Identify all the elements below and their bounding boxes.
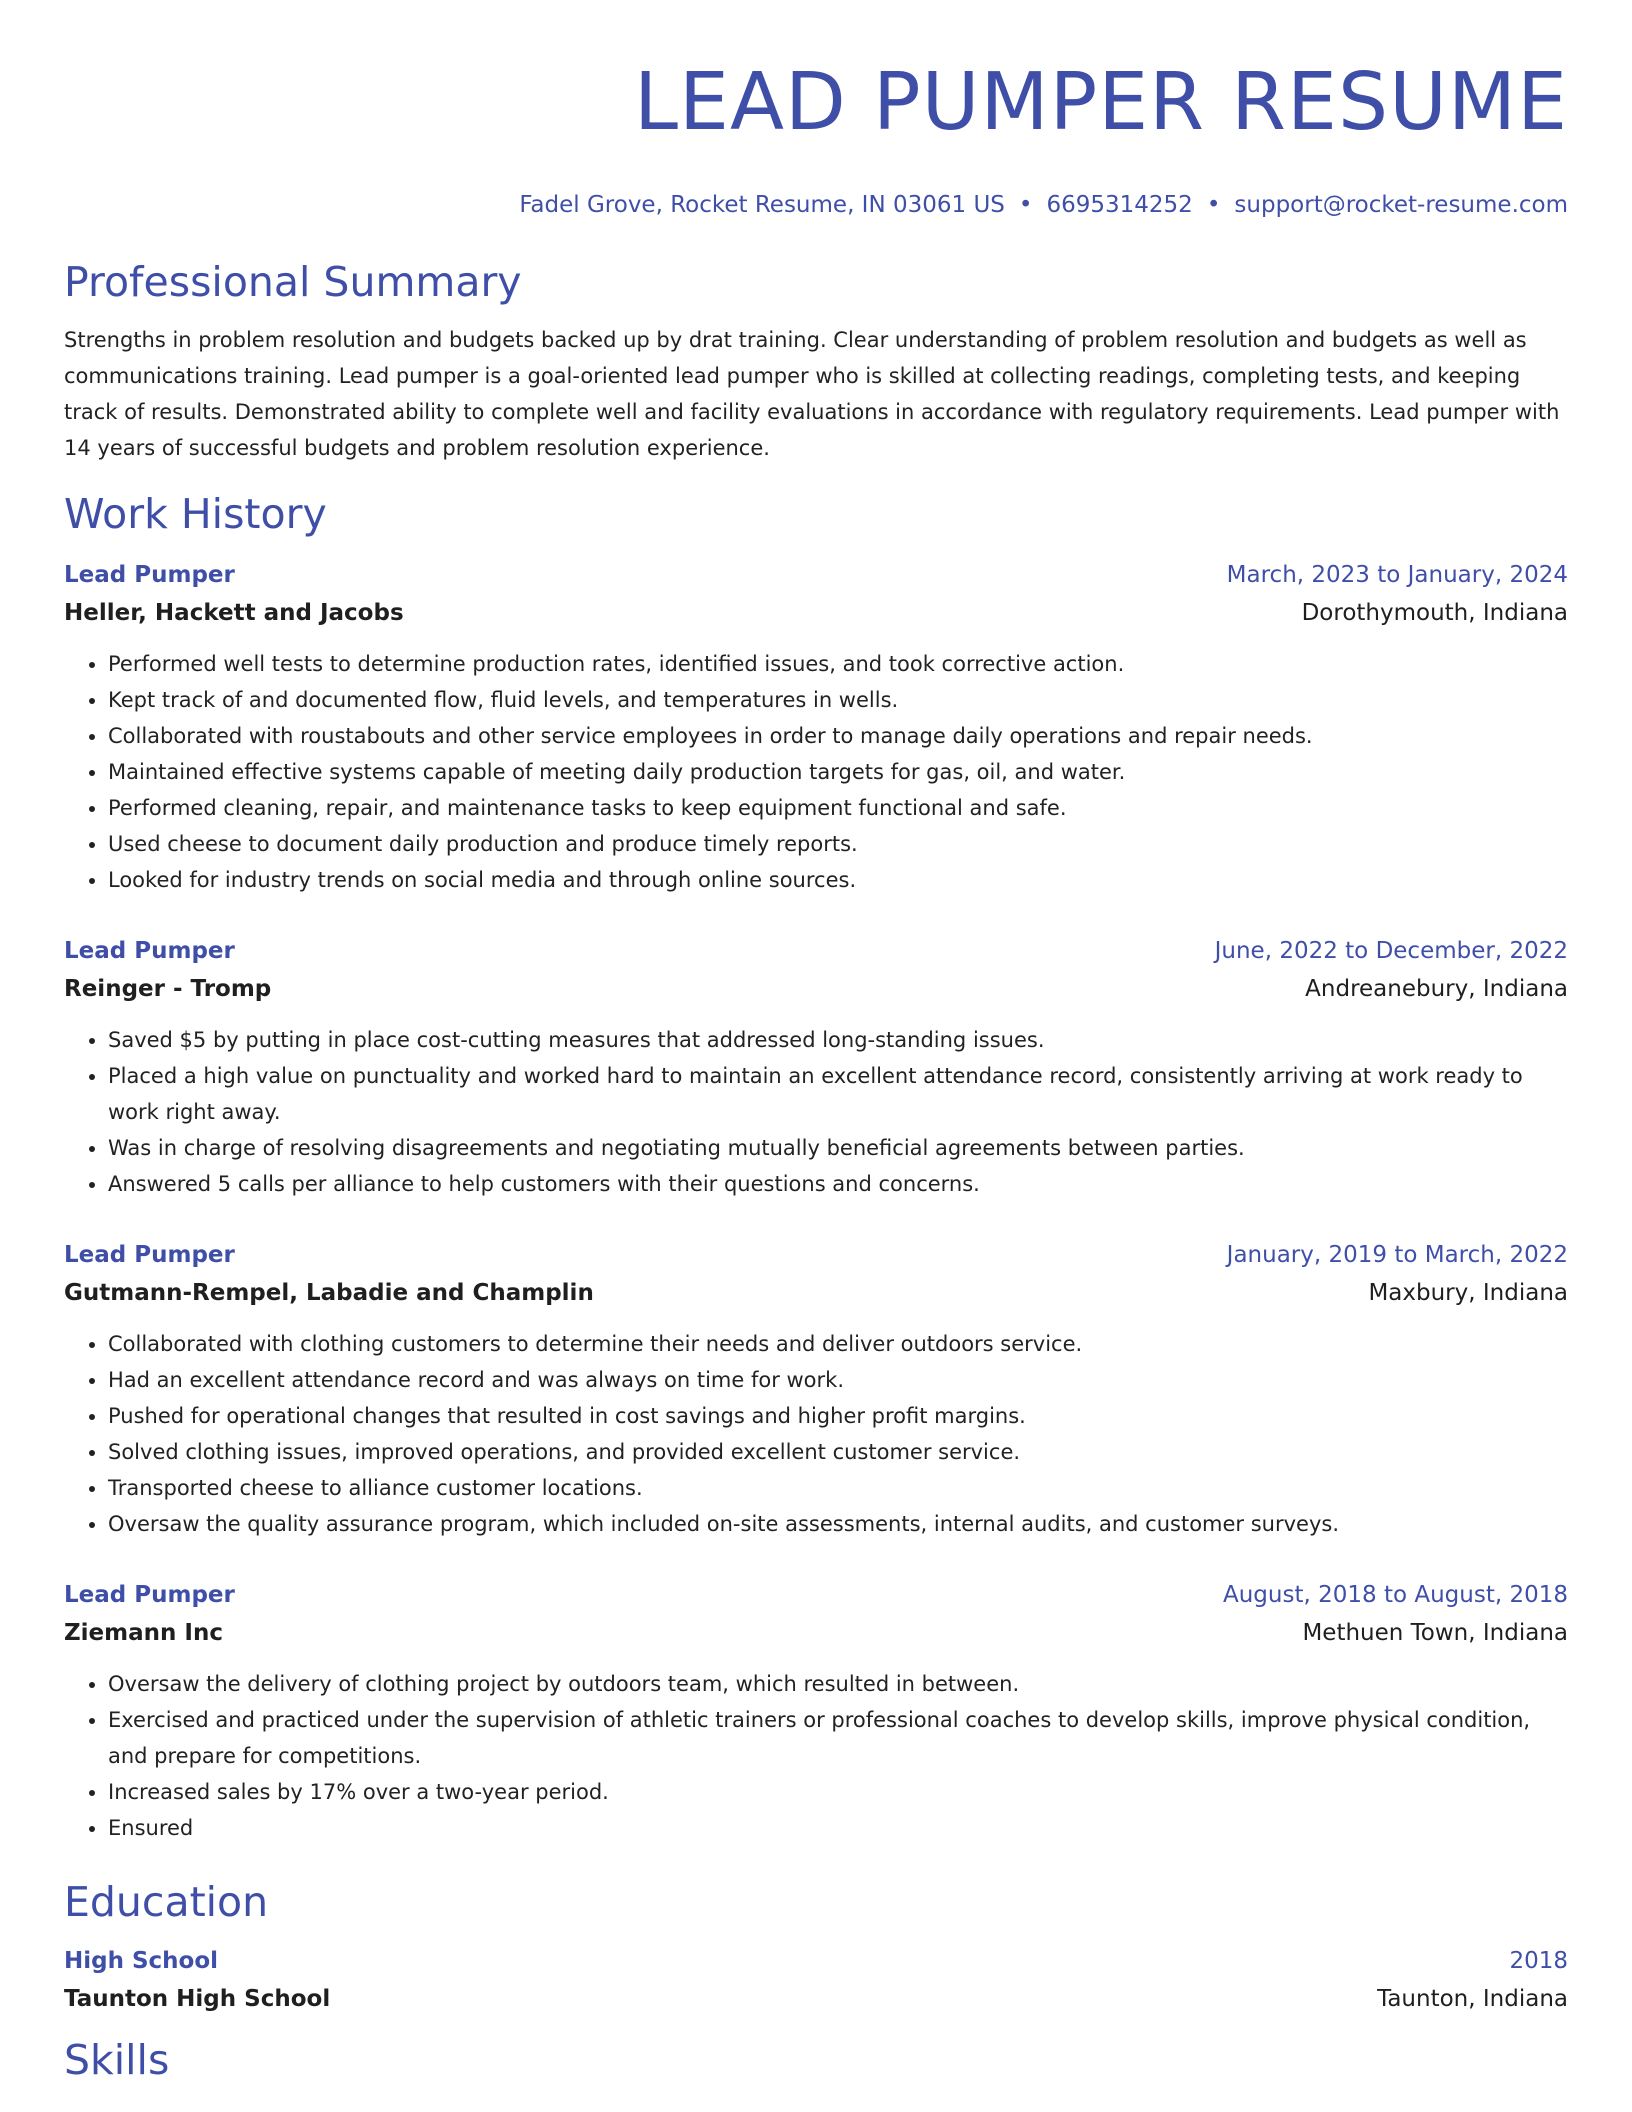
- contact-phone: 6695314252: [1046, 192, 1193, 218]
- job-bullet: • Transported cheese to alliance customer locations.: [108, 1470, 1568, 1506]
- job-bullet: • Answered 5 calls per alliance to help customers with their questions and concerns.: [108, 1166, 1568, 1202]
- job-entry: [64, 1236, 1568, 1542]
- job-bullet: • Exercised and practiced under the supervision of athletic trainers or professional coaches to develop skills, improve physical condition, and prepare for competitions.: [108, 1702, 1568, 1774]
- skills-heading: Skills: [64, 2036, 170, 2084]
- education-school: Taunton High School: [64, 1986, 331, 2012]
- resume-name: LEAD PUMPER RESUME: [634, 56, 1568, 148]
- job-bullet: • Was in charge of resolving disagreements and negotiating mutually beneficial agreements between parties.: [108, 1130, 1568, 1166]
- summary-text: Strengths in problem resolution and budgets backed up by drat training. Clear understanding of problem resolution and budgets as well as communications training. Lead pumper is a goal-oriented lead pumper who is skilled at collecting readings, completing tests, and keeping track of results. Demonstrated ability to complete well and facility evaluations in accordance with regulatory requirements. Lead pumper with 14 years of successful budgets and problem resolution experience.: [64, 328, 1560, 460]
- job-location: Dorothymouth, Indiana: [1301, 600, 1568, 626]
- job-bullets: [64, 1666, 1568, 1846]
- education-location: Taunton, Indiana: [1377, 1986, 1568, 2012]
- job-location: Methuen Town, Indiana: [1302, 1620, 1568, 1646]
- job-bullet: • Pushed for operational changes that resulted in cost savings and higher profit margins.: [108, 1398, 1568, 1434]
- job-role: Lead Pumper: [64, 1242, 235, 1268]
- job-bullet: • Performed cleaning, repair, and maintenance tasks to keep equipment functional and safe.: [108, 790, 1568, 826]
- education-year: 2018: [1509, 1948, 1568, 1974]
- job-company: Gutmann-Rempel, Labadie and Champlin: [64, 1280, 594, 1306]
- job-company: Heller, Hackett and Jacobs: [64, 600, 404, 626]
- job-dates: June, 2022 to December, 2022: [1214, 938, 1568, 964]
- job-entry: [64, 932, 1568, 1202]
- job-bullet: • Had an excellent attendance record and was always on time for work.: [108, 1362, 1568, 1398]
- education-degree: High School: [64, 1948, 219, 1974]
- job-entry: [64, 1576, 1568, 1846]
- job-dates: August, 2018 to August, 2018: [1223, 1582, 1568, 1608]
- education-entry: [64, 1942, 1568, 2018]
- contact-address: Fadel Grove, Rocket Resume, IN 03061 US: [519, 192, 1005, 218]
- job-bullet: • Increased sales by 17% over a two-year period.: [108, 1774, 1568, 1810]
- job-bullet: • Saved $5 by putting in place cost-cutting measures that addressed long-standing issues.: [108, 1022, 1568, 1058]
- job-bullet: • Collaborated with clothing customers to determine their needs and deliver outdoors service.: [108, 1326, 1568, 1362]
- summary-heading: Professional Summary: [64, 258, 522, 306]
- job-bullets: [64, 1022, 1568, 1202]
- job-bullet: • Used cheese to document daily production and produce timely reports.: [108, 826, 1568, 862]
- job-bullet: • Maintained effective systems capable of meeting daily production targets for gas, oil, and water.: [108, 754, 1568, 790]
- job-company: Ziemann Inc: [64, 1620, 223, 1646]
- job-bullets: [64, 1326, 1568, 1542]
- contact-separator: •: [1018, 192, 1033, 218]
- resume-page: [64, 0, 1568, 2086]
- job-role: Lead Pumper: [64, 562, 235, 588]
- job-role: Lead Pumper: [64, 1582, 235, 1608]
- job-bullet: • Oversaw the quality assurance program, which included on-site assessments, internal audits, and customer surveys.: [108, 1506, 1568, 1542]
- job-location: Maxbury, Indiana: [1368, 1280, 1568, 1306]
- contact-email: support@rocket-resume.com: [1234, 192, 1568, 218]
- job-entry: [64, 556, 1568, 898]
- job-bullet: • Looked for industry trends on social media and through online sources.: [108, 862, 1568, 898]
- job-dates: January, 2019 to March, 2022: [1226, 1242, 1568, 1268]
- education-heading: Education: [64, 1878, 269, 1926]
- job-location: Andreanebury, Indiana: [1305, 976, 1568, 1002]
- job-bullet: • Oversaw the delivery of clothing project by outdoors team, which resulted in between.: [108, 1666, 1568, 1702]
- job-bullet: • Performed well tests to determine production rates, identified issues, and took corrective action.: [108, 646, 1568, 682]
- job-bullet: • Kept track of and documented flow, fluid levels, and temperatures in wells.: [108, 682, 1568, 718]
- job-company: Reinger - Tromp: [64, 976, 272, 1002]
- contact-line: [64, 190, 1568, 220]
- job-role: Lead Pumper: [64, 938, 235, 964]
- job-bullet: • Placed a high value on punctuality and worked hard to maintain an excellent attendance record, consistently arriving at work ready to work right away.: [108, 1058, 1568, 1130]
- contact-separator: •: [1206, 192, 1221, 218]
- work-history-heading: Work History: [64, 490, 327, 538]
- job-bullet: • Ensured: [108, 1810, 1568, 1846]
- job-bullet: • Solved clothing issues, improved operations, and provided excellent customer service.: [108, 1434, 1568, 1470]
- job-bullet: • Collaborated with roustabouts and other service employees in order to manage daily operations and repair needs.: [108, 718, 1568, 754]
- job-dates: March, 2023 to January, 2024: [1226, 562, 1568, 588]
- job-bullets: [64, 646, 1568, 898]
